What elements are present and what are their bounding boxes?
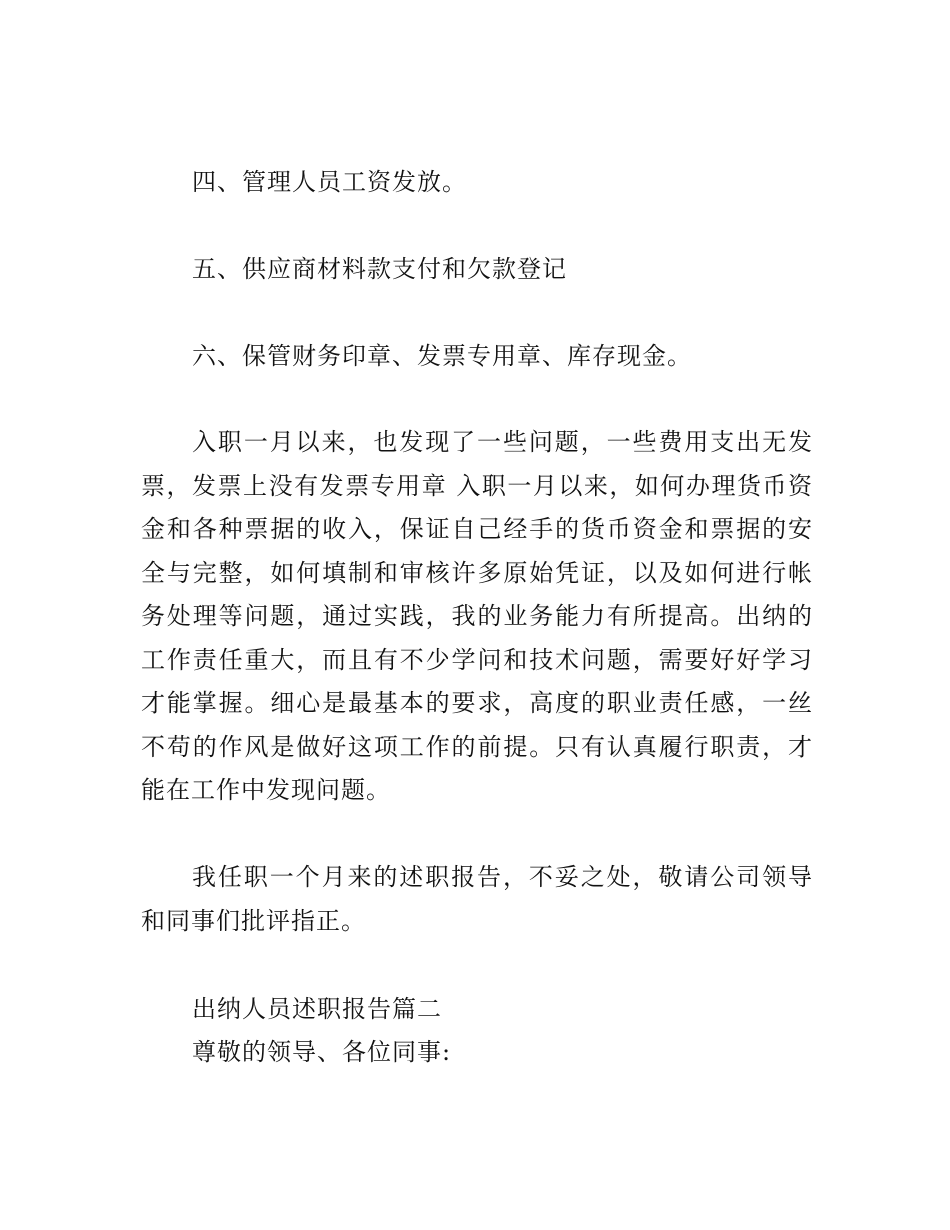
list-item-four: 四、管理人员工资发放。 [192, 168, 467, 196]
list-item-five: 五、供应商材料款支付和欠款登记 [192, 255, 567, 283]
list-item-six: 六、保管财务印章、发票专用章、库存现金。 [192, 342, 692, 370]
section-title: 出纳人员述职报告篇二 [192, 995, 442, 1023]
paragraph-closing: 我任职一个月来的述职报告，不妥之处，敬请公司领导和同事们批评指正。 [141, 863, 813, 935]
salutation: 尊敬的领导、各位同事: [192, 1038, 452, 1066]
paragraph-issues: 入职一月以来，也发现了一些问题，一些费用支出无发票，发票上没有发票专用章 入职一月以来，如何办理货币资金和各种票据的收入，保证自己经手的货币资金和票据的安全与完整，如何填制和审核许多原始凭证，以及如何进行帐务处理等问题，通过实践，我的业务能力有所提高。出纳的工作责任重大，而且有不少学问和技术问题，需要好好学习才能掌握。细心是最基本的要求，高度的职业责任感，一丝不苟的作风是做好这项工作的前提。只有认真履行职责，才能在工作中发现问题。 [141, 428, 813, 804]
